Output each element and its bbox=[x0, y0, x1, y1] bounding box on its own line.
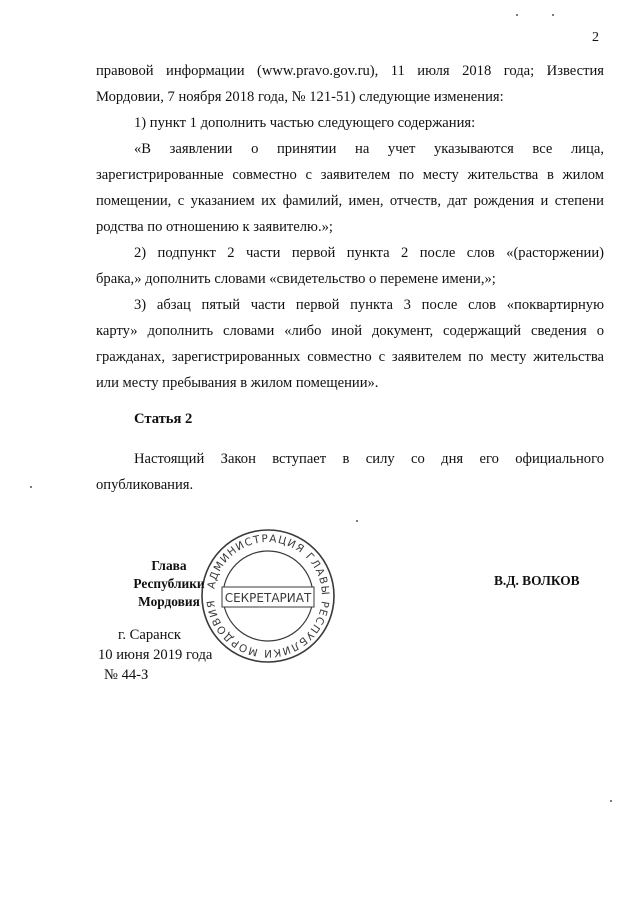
quote-paragraph bbox=[96, 136, 604, 240]
item-2-line-1: 2) подпункт 2 части первой пункта 2 после слов «(расторжении) bbox=[134, 245, 604, 261]
article-2-line-2: опубликования. bbox=[96, 477, 194, 493]
item-3-line-4: или месту пребывания в жилом помещении». bbox=[96, 375, 379, 391]
seal-ring-text: АДМИНИСТРАЦИЯ ГЛАВЫ РЕСПУБЛИКИ МОРДОВИЯ bbox=[204, 532, 332, 660]
signatory-title bbox=[104, 557, 234, 611]
signatory-name: В.Д. ВОЛКОВ bbox=[494, 573, 580, 588]
quote-line-1: «В заявлении о принятии на учет указываются все лица, bbox=[134, 141, 604, 157]
city: г. Саранск bbox=[118, 627, 181, 643]
signatory-title-line-2: Республики Мордовия bbox=[133, 576, 205, 609]
item-1-paragraph bbox=[96, 110, 604, 136]
date: 10 июня 2019 года bbox=[98, 647, 213, 663]
article-2-paragraph bbox=[96, 446, 604, 498]
article-2-line-1: Настоящий Закон вступает в силу со дня его официального bbox=[134, 451, 604, 467]
scan-speck bbox=[552, 14, 554, 16]
item-3-line-3: гражданах, зарегистрированных совместно с заявителем по месту жительства bbox=[96, 349, 604, 365]
item-3-paragraph bbox=[96, 292, 604, 396]
quote-line-3: помещении, с указанием их фамилий, имен, отчеств, дат рождения и степени bbox=[96, 193, 604, 209]
article-2-heading: Статья 2 bbox=[134, 411, 193, 427]
quote-line-2: зарегистрированные совместно с заявителем по месту жительства в жилом bbox=[96, 167, 604, 183]
signatory-title-line-1: Глава bbox=[151, 558, 187, 573]
item-3-line-2: карту» дополнить словами «либо иной документ, содержащий сведения о bbox=[96, 323, 604, 339]
scan-speck bbox=[610, 800, 612, 802]
item-1-line: 1) пункт 1 дополнить частью следующего содержания: bbox=[134, 115, 476, 131]
page-number: 2 bbox=[592, 30, 599, 45]
law-number: № 44-З bbox=[104, 667, 149, 683]
seal-center-text: СЕКРЕТАРИАТ bbox=[224, 591, 312, 605]
item-2-paragraph bbox=[96, 240, 604, 292]
scan-speck bbox=[356, 520, 358, 522]
quote-line-4: родства по отношению к заявителю.»; bbox=[96, 219, 333, 235]
intro-paragraph bbox=[96, 58, 604, 110]
scan-speck bbox=[30, 486, 32, 488]
item-2-line-2: брака,» дополнить словами «свидетельство о перемене имени,»; bbox=[96, 271, 496, 287]
intro-line-1: правовой информации (www.pravo.gov.ru), 11 июля 2018 года; Известия bbox=[96, 63, 604, 79]
item-3-line-1: 3) абзац пятый части первой пункта 3 после слов «поквартирную bbox=[134, 297, 604, 313]
intro-line-2: Мордовии, 7 ноября 2018 года, № 121-51) следующие изменения: bbox=[96, 89, 504, 105]
scan-speck bbox=[516, 14, 518, 16]
